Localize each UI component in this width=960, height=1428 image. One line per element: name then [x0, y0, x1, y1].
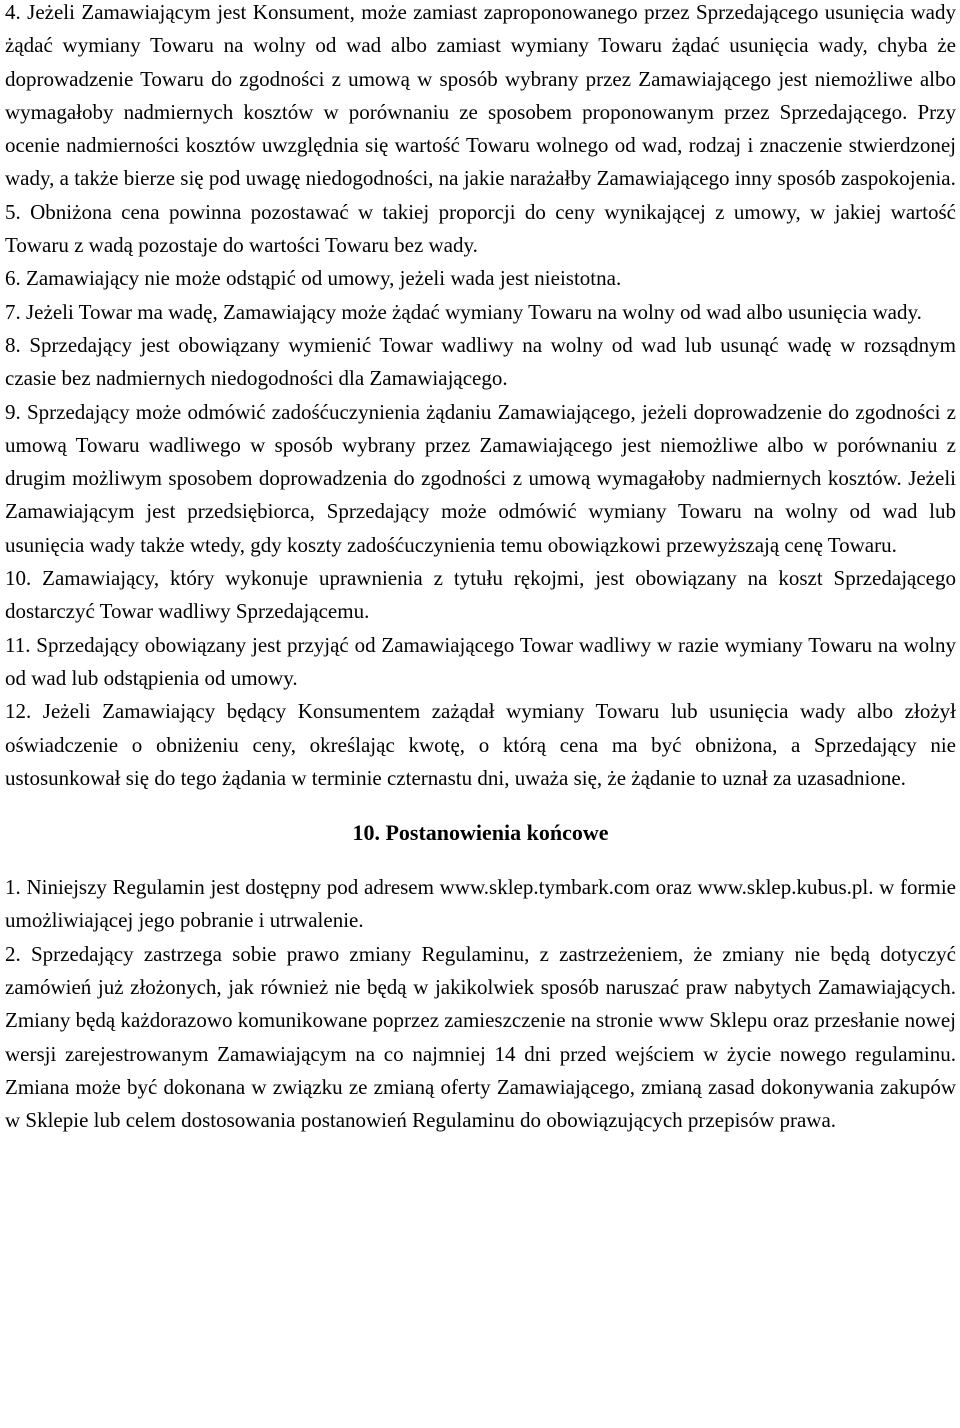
paragraph-9: 9. Sprzedający może odmówić zadośćuczynienia żądaniu Zamawiającego, jeżeli doprowadzenie do zgodności z umową Towaru wadliwego w sposób wybrany przez Zamawiającego jest niemożliwe albo w porównaniu z drugim możliwym sposobem doprowadzenia do zgodności z umową wymagałoby nadmiernych kosztów. Jeżeli Zamawiającym jest przedsiębiorca, Sprzedający może odmówić wymiany Towaru na wolny od wad lub usunięcia wady także wtedy, gdy koszty zadośćuczynienia temu obowiązkowi przewyższają cenę Towaru.	[5, 399, 956, 557]
final-paragraph-1: 1. Niniejszy Regulamin jest dostępny pod adresem www.sklep.tymbark.com oraz www.sklep.kubus.pl. w formie umożliwiającej jego pobranie i utrwalenie.	[5, 875, 956, 933]
document-page	[5, 0, 956, 1138]
section-heading: 10. Postanowienia końcowe	[352, 820, 609, 846]
paragraph-5: 5. Obniżona cena powinna pozostawać w takiej proporcji do ceny wynikającej z umowy, w jakiej wartość Towaru z wadą pozostaje do wartości Towaru bez wady.	[5, 199, 956, 258]
paragraph-6: 6. Zamawiający nie może odstąpić od umowy, jeżeli wada jest nieistotna.	[5, 266, 622, 291]
paragraph-7: 7. Jeżeli Towar ma wadę, Zamawiający może żądać wymiany Towaru na wolny od wad albo usunięcia wady.	[5, 299, 922, 324]
paragraph-10: 10. Zamawiający, który wykonuje uprawnienia z tytułu rękojmi, jest obowiązany na koszt Sprzedającego dostarczyć Towar wadliwy Sprzedającemu.	[5, 566, 956, 624]
paragraph-8: 8. Sprzedający jest obowiązany wymienić Towar wadliwy na wolny od wad lub usunąć wadę w rozsądnym czasie bez nadmiernych niedogodności dla Zamawiającego.	[5, 332, 956, 391]
final-paragraph-2: 2. Sprzedający zastrzega sobie prawo zmiany Regulaminu, z zastrzeżeniem, że zmiany nie będą dotyczyć zamówień już złożonych, jak również nie będą w jakikolwiek sposób naruszać praw nabytych Zamawiających. Zmiany będą każdorazowo komunikowane poprzez zamieszczenie na stronie www Sklepu oraz przesłanie nowej wersji zarejestrowanym Zamawiającym na co najmniej 14 dni przed wejściem w życie nowego regulaminu. Zmiana może być dokonana w związku ze zmianą oferty Zamawiającego, zmianą zasad dokonywania zakupów w Sklepie lub celem dostosowania postanowień Regulaminu do obowiązujących przepisów prawa.	[5, 941, 956, 1133]
paragraph-4: 4. Jeżeli Zamawiającym jest Konsument, może zamiast zaproponowanego przez Sprzedającego usunięcia wady żądać wymiany Towaru na wolny od wad albo zamiast wymiany Towaru żądać usunięcia wady, chyba że doprowadzenie Towaru do zgodności z umową w sposób wybrany przez Zamawiającego jest niemożliwe albo wymagałoby nadmiernych kosztów w porównaniu ze sposobem proponowanym przez Sprzedającego. Przy ocenie nadmierności kosztów uwzględnia się wartość Towaru wolnego od wad, rodzaj i znaczenie stwierdzonej wady, a także bierze się pod uwagę niedogodności, na jakie narażałby Zamawiającego inny sposób zaspokojenia.	[5, 0, 956, 191]
paragraph-12: 12. Jeżeli Zamawiający będący Konsumentem zażądał wymiany Towaru lub usunięcia wady albo złożył oświadczenie o obniżeniu ceny, określając kwotę, o którą cena ma być obniżona, a Sprzedający nie ustosunkował się do tego żądania w terminie czternastu dni, uważa się, że żądanie to uznał za uzasadnione.	[5, 699, 956, 790]
paragraph-11: 11. Sprzedający obowiązany jest przyjąć od Zamawiającego Towar wadliwy w razie wymiany Towaru na wolny od wad lub odstąpienia od umowy.	[5, 632, 956, 690]
